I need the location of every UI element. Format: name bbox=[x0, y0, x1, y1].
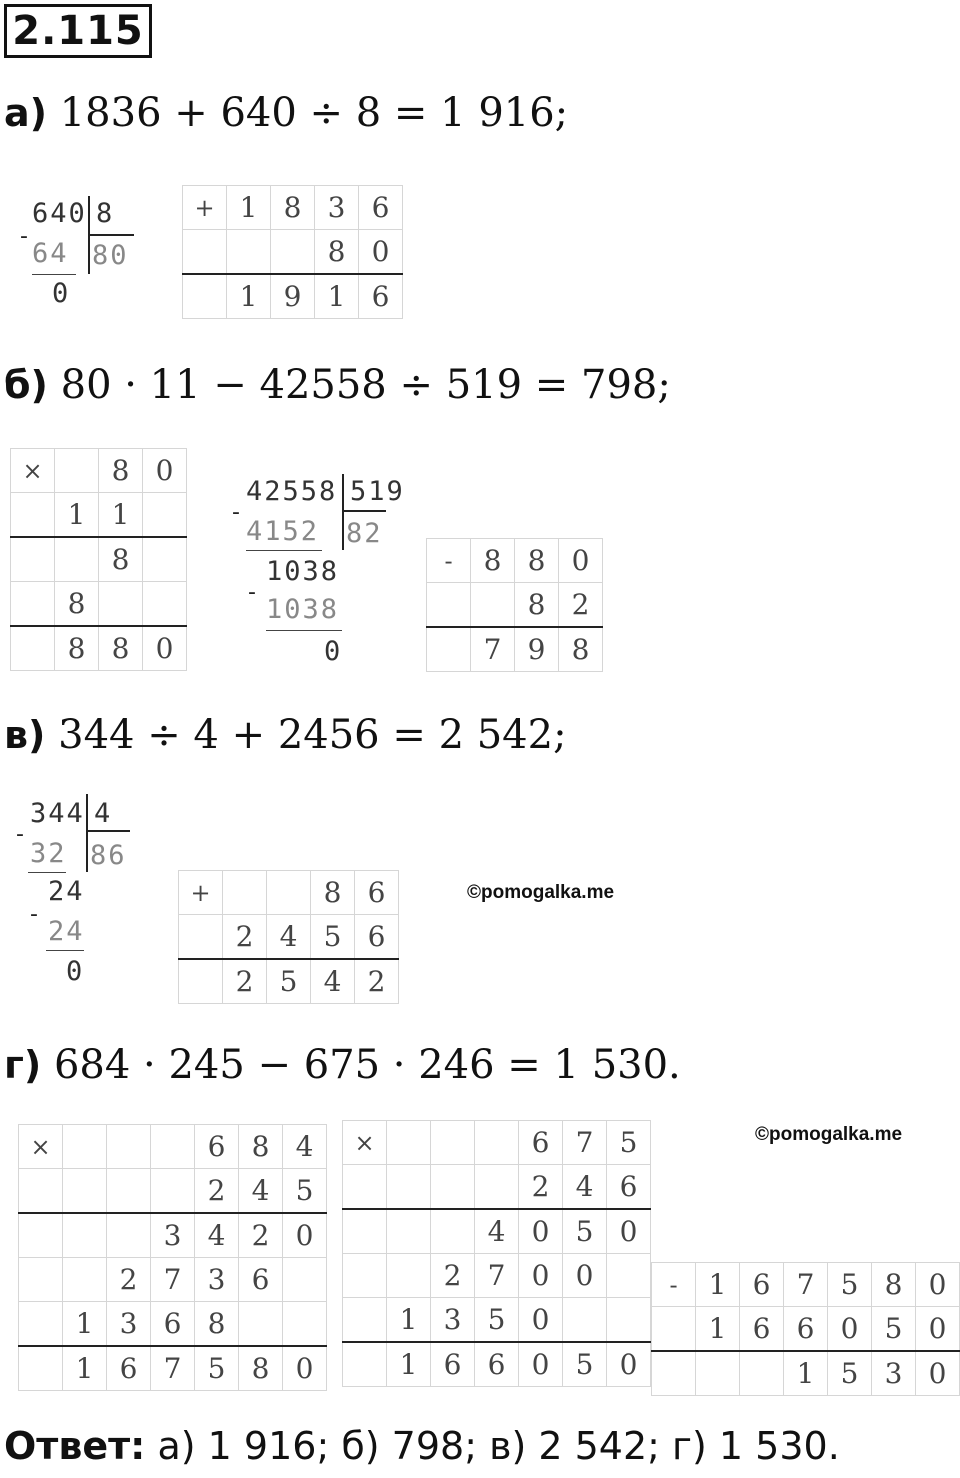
column-multiplication-b bbox=[10, 448, 187, 671]
operator-cell: × bbox=[343, 1121, 387, 1165]
digit-cell: 2 bbox=[223, 915, 267, 960]
digit-cell: 8 bbox=[99, 537, 143, 582]
digit-cell: 1 bbox=[63, 1302, 107, 1347]
digit-cell bbox=[607, 1254, 651, 1298]
operator-cell: + bbox=[183, 186, 227, 230]
digit-cell: 5 bbox=[195, 1346, 239, 1391]
b-sub1: 4152 bbox=[246, 516, 320, 547]
digit-cell: 5 bbox=[475, 1298, 519, 1343]
digit-cell: 0 bbox=[519, 1298, 563, 1343]
digit-cell: 2 bbox=[355, 959, 399, 1004]
digit-cell: 1 bbox=[227, 274, 271, 319]
operator-cell bbox=[11, 626, 55, 671]
v-sub2: 24 bbox=[48, 916, 85, 947]
digit-cell: 8 bbox=[195, 1302, 239, 1347]
digit-cell: 5 bbox=[311, 915, 355, 960]
operator-cell bbox=[652, 1307, 696, 1352]
digit-cell: 0 bbox=[916, 1307, 960, 1352]
column-subtraction-g bbox=[651, 1262, 960, 1396]
operator-cell: - bbox=[427, 539, 471, 583]
digit-cell: 5 bbox=[283, 1169, 327, 1214]
digit-cell: 3 bbox=[107, 1302, 151, 1347]
equation-text-g: 684 · 245 − 675 · 246 = 1 530. bbox=[53, 1042, 681, 1088]
digit-cell bbox=[227, 230, 271, 275]
digit-cell bbox=[239, 1302, 283, 1347]
digit-cell: 8 bbox=[311, 871, 355, 915]
answer-line bbox=[4, 1424, 840, 1468]
operator-cell bbox=[343, 1342, 387, 1387]
operator-cell bbox=[427, 627, 471, 672]
a-divisor: 8 bbox=[96, 198, 115, 229]
digit-cell: 1 bbox=[784, 1351, 828, 1396]
digit-cell: 6 bbox=[607, 1165, 651, 1210]
digit-cell: 0 bbox=[563, 1254, 607, 1298]
digit-cell bbox=[107, 1169, 151, 1214]
digit-cell: 8 bbox=[559, 627, 603, 672]
digit-cell bbox=[63, 1125, 107, 1169]
digit-cell: 3 bbox=[151, 1213, 195, 1258]
digit-cell: 3 bbox=[315, 186, 359, 230]
digit-cell: 7 bbox=[563, 1121, 607, 1165]
b-remainder: 0 bbox=[324, 636, 343, 667]
digit-cell bbox=[431, 1121, 475, 1165]
digit-cell: 6 bbox=[239, 1258, 283, 1302]
digit-cell: 0 bbox=[519, 1254, 563, 1298]
v-sub1: 32 bbox=[30, 838, 67, 869]
digit-cell bbox=[267, 871, 311, 915]
digit-cell: 2 bbox=[559, 583, 603, 628]
b_sub-table bbox=[426, 538, 603, 672]
v-divisor: 4 bbox=[94, 798, 113, 829]
a-remainder: 0 bbox=[52, 278, 71, 309]
equation-g bbox=[4, 1040, 681, 1090]
digit-cell: 8 bbox=[55, 626, 99, 671]
digit-cell bbox=[563, 1298, 607, 1343]
digit-cell: 1 bbox=[696, 1263, 740, 1307]
digit-cell: 6 bbox=[151, 1302, 195, 1347]
digit-cell: 5 bbox=[828, 1263, 872, 1307]
digit-cell: 3 bbox=[431, 1298, 475, 1343]
digit-cell: 6 bbox=[107, 1346, 151, 1391]
digit-cell: 6 bbox=[431, 1342, 475, 1387]
digit-cell bbox=[431, 1209, 475, 1254]
digit-cell: 2 bbox=[431, 1254, 475, 1298]
digit-cell: 0 bbox=[916, 1263, 960, 1307]
column-multiplication-g1 bbox=[18, 1124, 327, 1391]
digit-cell: 3 bbox=[195, 1258, 239, 1302]
digit-cell: 0 bbox=[828, 1307, 872, 1352]
column-addition-v bbox=[178, 870, 399, 1004]
v-remainder: 0 bbox=[66, 956, 85, 987]
digit-cell bbox=[740, 1351, 784, 1396]
b-mid: 1038 bbox=[266, 556, 340, 587]
digit-cell: 8 bbox=[872, 1263, 916, 1307]
operator-cell bbox=[183, 230, 227, 275]
digit-cell: 6 bbox=[740, 1307, 784, 1352]
digit-cell: 1 bbox=[315, 274, 359, 319]
equation-text-a: 1836 + 640 ÷ 8 = 1 916; bbox=[59, 90, 569, 136]
b_mul-table bbox=[10, 448, 187, 671]
digit-cell: 4 bbox=[239, 1169, 283, 1214]
a_add-table bbox=[182, 185, 403, 319]
v-quotient: 86 bbox=[90, 840, 127, 871]
b-dividend: 42558 bbox=[246, 476, 338, 507]
b-divisor: 519 bbox=[350, 476, 405, 507]
equation-v bbox=[4, 710, 567, 760]
digit-cell: 0 bbox=[607, 1342, 651, 1387]
operator-cell bbox=[343, 1209, 387, 1254]
digit-cell: 0 bbox=[519, 1342, 563, 1387]
equation-b bbox=[4, 360, 671, 410]
digit-cell bbox=[107, 1213, 151, 1258]
digit-cell bbox=[431, 1165, 475, 1210]
digit-cell: 8 bbox=[55, 582, 99, 627]
operator-cell bbox=[343, 1165, 387, 1210]
digit-cell: 5 bbox=[872, 1307, 916, 1352]
g_mul1-table bbox=[18, 1124, 327, 1391]
digit-cell: 8 bbox=[471, 539, 515, 583]
operator-cell bbox=[11, 537, 55, 582]
a-dividend: 640 bbox=[32, 198, 87, 229]
digit-cell: 7 bbox=[151, 1258, 195, 1302]
digit-cell: 6 bbox=[355, 871, 399, 915]
watermark-2: ©pomogalka.me bbox=[755, 1124, 903, 1145]
digit-cell: 5 bbox=[563, 1342, 607, 1387]
digit-cell: 0 bbox=[559, 539, 603, 583]
digit-cell: 3 bbox=[872, 1351, 916, 1396]
digit-cell bbox=[283, 1302, 327, 1347]
equation-text-v: 344 ÷ 4 + 2456 = 2 542; bbox=[58, 712, 567, 758]
operator-cell bbox=[343, 1254, 387, 1298]
operator-cell bbox=[19, 1213, 63, 1258]
v_add-table bbox=[178, 870, 399, 1004]
digit-cell: 6 bbox=[359, 186, 403, 230]
operator-cell bbox=[179, 959, 223, 1004]
digit-cell: 2 bbox=[195, 1169, 239, 1214]
b-sub2: 1038 bbox=[266, 594, 340, 625]
digit-cell bbox=[387, 1121, 431, 1165]
digit-cell: 4 bbox=[267, 915, 311, 960]
digit-cell bbox=[63, 1213, 107, 1258]
digit-cell: 4 bbox=[283, 1125, 327, 1169]
v-mid: 24 bbox=[48, 876, 85, 907]
digit-cell: 7 bbox=[784, 1263, 828, 1307]
digit-cell bbox=[63, 1258, 107, 1302]
digit-cell bbox=[143, 493, 187, 538]
operator-cell bbox=[343, 1298, 387, 1343]
operator-cell bbox=[179, 915, 223, 960]
digit-cell: 7 bbox=[471, 627, 515, 672]
digit-cell bbox=[107, 1125, 151, 1169]
operator-cell: × bbox=[19, 1125, 63, 1169]
digit-cell bbox=[387, 1254, 431, 1298]
digit-cell bbox=[283, 1258, 327, 1302]
digit-cell bbox=[99, 582, 143, 627]
digit-cell: 6 bbox=[740, 1263, 784, 1307]
digit-cell: 0 bbox=[607, 1209, 651, 1254]
digit-cell: 6 bbox=[784, 1307, 828, 1352]
equation-text-b: 80 · 11 − 42558 ÷ 519 = 798; bbox=[60, 362, 671, 408]
digit-cell: 6 bbox=[519, 1121, 563, 1165]
digit-cell: 2 bbox=[223, 959, 267, 1004]
digit-cell bbox=[151, 1169, 195, 1214]
operator-cell bbox=[19, 1169, 63, 1214]
operator-cell: × bbox=[11, 449, 55, 493]
a-quotient: 80 bbox=[92, 240, 129, 271]
digit-cell bbox=[55, 537, 99, 582]
operator-cell bbox=[19, 1258, 63, 1302]
answer-text: а) 1 916; б) 798; в) 2 542; г) 1 530. bbox=[157, 1424, 840, 1468]
digit-cell: 4 bbox=[195, 1213, 239, 1258]
digit-cell: 8 bbox=[99, 626, 143, 671]
digit-cell: 9 bbox=[515, 627, 559, 672]
digit-cell: 6 bbox=[195, 1125, 239, 1169]
digit-cell bbox=[387, 1209, 431, 1254]
operator-cell bbox=[19, 1346, 63, 1391]
digit-cell: 8 bbox=[239, 1346, 283, 1391]
digit-cell: 4 bbox=[311, 959, 355, 1004]
part-label-a: а) bbox=[4, 91, 48, 135]
operator-cell bbox=[427, 583, 471, 628]
digit-cell: 1 bbox=[99, 493, 143, 538]
equation-a bbox=[4, 88, 568, 138]
digit-cell: 8 bbox=[239, 1125, 283, 1169]
digit-cell: 6 bbox=[355, 915, 399, 960]
digit-cell: 1 bbox=[63, 1346, 107, 1391]
digit-cell: 1 bbox=[387, 1342, 431, 1387]
watermark-1: ©pomogalka.me bbox=[467, 882, 615, 903]
digit-cell: 6 bbox=[475, 1342, 519, 1387]
operator-cell bbox=[19, 1302, 63, 1347]
digit-cell: 5 bbox=[267, 959, 311, 1004]
digit-cell: 0 bbox=[519, 1209, 563, 1254]
digit-cell: 0 bbox=[359, 230, 403, 275]
digit-cell bbox=[63, 1169, 107, 1214]
digit-cell: 5 bbox=[563, 1209, 607, 1254]
operator-cell: + bbox=[179, 871, 223, 915]
digit-cell: 0 bbox=[143, 449, 187, 493]
digit-cell bbox=[271, 230, 315, 275]
digit-cell: 9 bbox=[271, 274, 315, 319]
operator-cell bbox=[183, 274, 227, 319]
part-label-g: г) bbox=[4, 1043, 42, 1087]
g_mul2-table bbox=[342, 1120, 651, 1387]
digit-cell bbox=[143, 582, 187, 627]
a-sub1: 64 bbox=[32, 238, 69, 269]
g_sub-table bbox=[651, 1262, 960, 1396]
answer-label: Ответ: bbox=[4, 1424, 146, 1468]
digit-cell bbox=[471, 583, 515, 628]
digit-cell: 6 bbox=[359, 274, 403, 319]
digit-cell: 0 bbox=[143, 626, 187, 671]
operator-cell bbox=[652, 1351, 696, 1396]
digit-cell: 1 bbox=[55, 493, 99, 538]
digit-cell: 1 bbox=[387, 1298, 431, 1343]
digit-cell: 0 bbox=[283, 1346, 327, 1391]
digit-cell: 8 bbox=[515, 583, 559, 628]
digit-cell: 5 bbox=[607, 1121, 651, 1165]
problem-number: 2.115 bbox=[4, 4, 152, 58]
digit-cell: 5 bbox=[828, 1351, 872, 1396]
column-multiplication-g2 bbox=[342, 1120, 651, 1387]
digit-cell: 2 bbox=[107, 1258, 151, 1302]
digit-cell: 7 bbox=[475, 1254, 519, 1298]
digit-cell bbox=[475, 1121, 519, 1165]
digit-cell: 2 bbox=[519, 1165, 563, 1210]
digit-cell: 0 bbox=[283, 1213, 327, 1258]
v-dividend: 344 bbox=[30, 798, 85, 829]
operator-cell: - bbox=[652, 1263, 696, 1307]
part-label-b: б) bbox=[4, 363, 48, 407]
digit-cell bbox=[387, 1165, 431, 1210]
column-subtraction-b bbox=[426, 538, 603, 672]
digit-cell: 1 bbox=[227, 186, 271, 230]
operator-cell bbox=[11, 493, 55, 538]
digit-cell bbox=[143, 537, 187, 582]
digit-cell: 8 bbox=[271, 186, 315, 230]
operator-cell bbox=[11, 582, 55, 627]
digit-cell: 8 bbox=[515, 539, 559, 583]
digit-cell: 1 bbox=[696, 1307, 740, 1352]
digit-cell bbox=[55, 449, 99, 493]
digit-cell bbox=[607, 1298, 651, 1343]
digit-cell bbox=[223, 871, 267, 915]
column-addition-a bbox=[182, 185, 403, 319]
digit-cell: 8 bbox=[99, 449, 143, 493]
digit-cell: 4 bbox=[563, 1165, 607, 1210]
digit-cell: 4 bbox=[475, 1209, 519, 1254]
digit-cell: 7 bbox=[151, 1346, 195, 1391]
digit-cell: 2 bbox=[239, 1213, 283, 1258]
b-quotient: 82 bbox=[346, 518, 383, 549]
part-label-v: в) bbox=[4, 713, 46, 757]
digit-cell bbox=[151, 1125, 195, 1169]
digit-cell: 8 bbox=[315, 230, 359, 275]
digit-cell bbox=[696, 1351, 740, 1396]
digit-cell: 0 bbox=[916, 1351, 960, 1396]
digit-cell bbox=[475, 1165, 519, 1210]
